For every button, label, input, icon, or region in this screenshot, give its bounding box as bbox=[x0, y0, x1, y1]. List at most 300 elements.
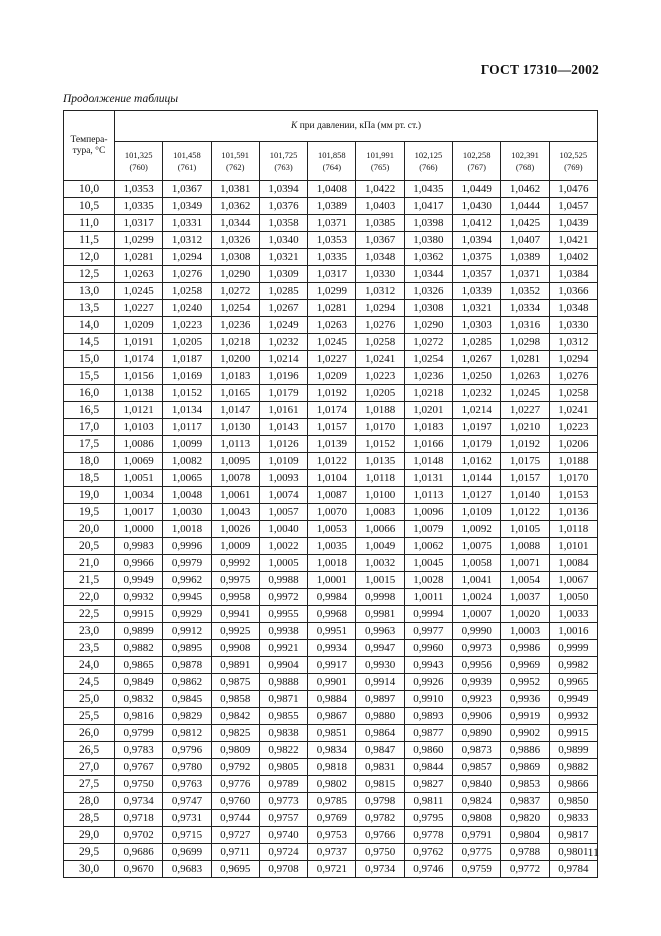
k-value-cell: 1,0205 bbox=[163, 334, 211, 351]
k-value-cell: 0,9750 bbox=[115, 776, 163, 793]
table-row bbox=[64, 470, 598, 487]
k-value-cell: 1,0037 bbox=[501, 589, 549, 606]
k-value-cell: 1,0402 bbox=[549, 249, 597, 266]
k-value-cell: 0,9981 bbox=[356, 606, 404, 623]
k-value-cell: 1,0205 bbox=[356, 385, 404, 402]
pressure-mmhg: (769) bbox=[564, 162, 583, 172]
k-value-cell: 0,9702 bbox=[115, 827, 163, 844]
k-value-cell: 1,0140 bbox=[501, 487, 549, 504]
pressure-header-cell bbox=[115, 142, 163, 181]
pressure-header-cell bbox=[163, 142, 211, 181]
k-value-cell: 1,0376 bbox=[259, 198, 307, 215]
table-row bbox=[64, 861, 598, 878]
k-value-cell: 1,0016 bbox=[549, 623, 597, 640]
k-value-cell: 1,0389 bbox=[308, 198, 356, 215]
k-value-cell: 0,9789 bbox=[259, 776, 307, 793]
k-value-cell: 1,0122 bbox=[308, 453, 356, 470]
temperature-cell: 15,0 bbox=[64, 351, 115, 368]
table-row bbox=[64, 742, 598, 759]
k-value-cell: 0,9955 bbox=[259, 606, 307, 623]
k-value-cell: 1,0079 bbox=[404, 521, 452, 538]
k-value-cell: 0,9925 bbox=[211, 623, 259, 640]
k-value-cell: 1,0281 bbox=[501, 351, 549, 368]
k-value-cell: 0,9853 bbox=[501, 776, 549, 793]
k-value-cell: 1,0174 bbox=[308, 402, 356, 419]
k-value-cell: 0,9982 bbox=[549, 657, 597, 674]
k-value-cell: 0,9979 bbox=[163, 555, 211, 572]
k-value-cell: 0,9893 bbox=[404, 708, 452, 725]
k-value-cell: 1,0331 bbox=[163, 215, 211, 232]
k-value-cell: 0,9932 bbox=[115, 589, 163, 606]
k-value-cell: 0,9960 bbox=[404, 640, 452, 657]
k-pressure-header bbox=[115, 111, 598, 142]
pressure-mmhg: (762) bbox=[226, 162, 245, 172]
temperature-cell: 22,0 bbox=[64, 589, 115, 606]
temperature-cell: 29,0 bbox=[64, 827, 115, 844]
k-value-cell: 1,0254 bbox=[404, 351, 452, 368]
k-value-cell: 0,9798 bbox=[356, 793, 404, 810]
k-value-cell: 0,9882 bbox=[549, 759, 597, 776]
k-value-cell: 1,0385 bbox=[356, 215, 404, 232]
k-value-cell: 1,0096 bbox=[404, 504, 452, 521]
temperature-cell: 12,0 bbox=[64, 249, 115, 266]
table-row bbox=[64, 572, 598, 589]
k-value-cell: 1,0389 bbox=[501, 249, 549, 266]
k-value-cell: 0,9829 bbox=[163, 708, 211, 725]
temperature-cell: 26,5 bbox=[64, 742, 115, 759]
pressure-kpa: 101,725 bbox=[269, 150, 298, 160]
temperature-cell: 13,0 bbox=[64, 283, 115, 300]
k-value-cell: 0,9769 bbox=[308, 810, 356, 827]
k-value-cell: 1,0041 bbox=[453, 572, 501, 589]
k-value-cell: 0,9973 bbox=[453, 640, 501, 657]
k-value-cell: 1,0011 bbox=[404, 589, 452, 606]
temperature-cell: 25,5 bbox=[64, 708, 115, 725]
k-value-cell: 1,0086 bbox=[115, 436, 163, 453]
k-value-cell: 1,0051 bbox=[115, 470, 163, 487]
k-value-cell: 0,9975 bbox=[211, 572, 259, 589]
table-row bbox=[64, 810, 598, 827]
table-row bbox=[64, 674, 598, 691]
k-value-cell: 0,9962 bbox=[163, 572, 211, 589]
k-value-cell: 1,0214 bbox=[259, 351, 307, 368]
k-value-cell: 1,0326 bbox=[404, 283, 452, 300]
table-row bbox=[64, 827, 598, 844]
k-value-cell: 0,9824 bbox=[453, 793, 501, 810]
k-value-cell: 1,0245 bbox=[501, 385, 549, 402]
k-value-cell: 0,9699 bbox=[163, 844, 211, 861]
k-value-cell: 0,9844 bbox=[404, 759, 452, 776]
k-value-cell: 1,0170 bbox=[549, 470, 597, 487]
temperature-cell: 24,5 bbox=[64, 674, 115, 691]
pressure-mmhg: (767) bbox=[467, 162, 486, 172]
k-value-cell: 0,9721 bbox=[308, 861, 356, 878]
document-code: ГОСТ 17310—2002 bbox=[480, 62, 599, 77]
table-row bbox=[64, 504, 598, 521]
k-value-cell: 1,0214 bbox=[453, 402, 501, 419]
k-value-cell: 1,0050 bbox=[549, 589, 597, 606]
k-value-cell: 1,0241 bbox=[356, 351, 404, 368]
table-row bbox=[64, 793, 598, 810]
temperature-cell: 10,0 bbox=[64, 181, 115, 198]
k-value-cell: 0,9827 bbox=[404, 776, 452, 793]
k-value-cell: 1,0321 bbox=[259, 249, 307, 266]
temperature-cell: 19,5 bbox=[64, 504, 115, 521]
k-value-cell: 1,0165 bbox=[211, 385, 259, 402]
pressure-kpa: 102,391 bbox=[511, 150, 539, 160]
k-value-cell: 0,9834 bbox=[308, 742, 356, 759]
k-value-cell: 0,9711 bbox=[211, 844, 259, 861]
k-value-cell: 1,0109 bbox=[453, 504, 501, 521]
k-value-cell: 1,0136 bbox=[549, 504, 597, 521]
k-value-cell: 1,0430 bbox=[453, 198, 501, 215]
k-value-cell: 0,9901 bbox=[308, 674, 356, 691]
k-value-cell: 0,9753 bbox=[308, 827, 356, 844]
k-value-cell: 0,9947 bbox=[356, 640, 404, 657]
pressure-kpa: 101,591 bbox=[221, 150, 250, 160]
pressure-kpa: 101,325 bbox=[124, 150, 153, 160]
k-value-cell: 0,9904 bbox=[259, 657, 307, 674]
k-value-cell: 0,9867 bbox=[308, 708, 356, 725]
temperature-cell: 16,5 bbox=[64, 402, 115, 419]
temperature-cell: 20,5 bbox=[64, 538, 115, 555]
k-value-cell: 1,0285 bbox=[259, 283, 307, 300]
table-row bbox=[64, 402, 598, 419]
table-continuation-caption: Продолжение таблицы bbox=[63, 93, 179, 105]
temperature-cell: 17,0 bbox=[64, 419, 115, 436]
k-value-cell: 0,9837 bbox=[501, 793, 549, 810]
k-value-cell: 1,0017 bbox=[115, 504, 163, 521]
k-value-cell: 1,0088 bbox=[501, 538, 549, 555]
k-value-cell: 0,9912 bbox=[163, 623, 211, 640]
k-value-cell: 0,9998 bbox=[356, 589, 404, 606]
k-value-cell: 0,9842 bbox=[211, 708, 259, 725]
k-value-cell: 1,0007 bbox=[453, 606, 501, 623]
k-value-cell: 1,0281 bbox=[115, 249, 163, 266]
pressure-header-cell bbox=[549, 142, 597, 181]
temperature-cell: 11,0 bbox=[64, 215, 115, 232]
temperature-cell: 13,5 bbox=[64, 300, 115, 317]
table-row bbox=[64, 368, 598, 385]
k-value-cell: 1,0267 bbox=[259, 300, 307, 317]
k-value-cell: 1,0048 bbox=[163, 487, 211, 504]
table-row bbox=[64, 453, 598, 470]
k-value-cell: 0,9958 bbox=[211, 589, 259, 606]
pressure-header-cell bbox=[211, 142, 259, 181]
k-value-cell: 1,0381 bbox=[211, 181, 259, 198]
table-row bbox=[64, 844, 598, 861]
k-value-cell: 1,0071 bbox=[501, 555, 549, 572]
table-row bbox=[64, 283, 598, 300]
k-value-cell: 1,0001 bbox=[308, 572, 356, 589]
k-value-cell: 1,0200 bbox=[211, 351, 259, 368]
k-value-cell: 0,9934 bbox=[308, 640, 356, 657]
k-value-cell: 1,0358 bbox=[259, 215, 307, 232]
k-value-cell: 1,0317 bbox=[308, 266, 356, 283]
k-value-cell: 1,0183 bbox=[404, 419, 452, 436]
k-value-cell: 0,9915 bbox=[115, 606, 163, 623]
k-value-cell: 0,9746 bbox=[404, 861, 452, 878]
temperature-cell: 21,0 bbox=[64, 555, 115, 572]
pressure-mmhg: (761) bbox=[177, 162, 197, 172]
k-value-cell: 0,9778 bbox=[404, 827, 452, 844]
k-value-cell: 1,0143 bbox=[259, 419, 307, 436]
pressure-kpa: 101,458 bbox=[173, 150, 201, 160]
k-value-cell: 0,9776 bbox=[211, 776, 259, 793]
k-value-cell: 1,0294 bbox=[356, 300, 404, 317]
k-value-cell: 1,0263 bbox=[501, 368, 549, 385]
k-value-cell: 0,9990 bbox=[453, 623, 501, 640]
k-value-cell: 1,0245 bbox=[115, 283, 163, 300]
k-value-cell: 1,0087 bbox=[308, 487, 356, 504]
k-value-cell: 1,0161 bbox=[259, 402, 307, 419]
k-value-cell: 0,9926 bbox=[404, 674, 452, 691]
k-value-cell: 0,9902 bbox=[501, 725, 549, 742]
table-row bbox=[64, 351, 598, 368]
pressure-header-cell bbox=[308, 142, 356, 181]
k-value-cell: 1,0061 bbox=[211, 487, 259, 504]
k-value-cell: 0,9767 bbox=[115, 759, 163, 776]
k-value-cell: 0,9966 bbox=[115, 555, 163, 572]
k-value-cell: 1,0127 bbox=[453, 487, 501, 504]
k-value-cell: 0,9831 bbox=[356, 759, 404, 776]
table-header-row bbox=[64, 111, 598, 142]
k-value-cell: 1,0299 bbox=[308, 283, 356, 300]
k-value-cell: 0,9951 bbox=[308, 623, 356, 640]
pressure-header-cell bbox=[259, 142, 307, 181]
k-value-cell: 0,9766 bbox=[356, 827, 404, 844]
k-value-cell: 1,0317 bbox=[115, 215, 163, 232]
k-value-cell: 1,0276 bbox=[163, 266, 211, 283]
k-value-cell: 1,0227 bbox=[115, 300, 163, 317]
k-value-cell: 1,0348 bbox=[356, 249, 404, 266]
k-value-cell: 0,9945 bbox=[163, 589, 211, 606]
table-row bbox=[64, 589, 598, 606]
k-value-cell: 0,9849 bbox=[115, 674, 163, 691]
k-value-cell: 1,0084 bbox=[549, 555, 597, 572]
table-row bbox=[64, 640, 598, 657]
k-value-cell: 1,0156 bbox=[115, 368, 163, 385]
table-row bbox=[64, 317, 598, 334]
k-value-cell: 0,9996 bbox=[163, 538, 211, 555]
k-value-cell: 1,0263 bbox=[308, 317, 356, 334]
k-value-cell: 1,0033 bbox=[549, 606, 597, 623]
k-value-cell: 0,9917 bbox=[308, 657, 356, 674]
k-value-cell: 0,9759 bbox=[453, 861, 501, 878]
k-value-cell: 0,9788 bbox=[501, 844, 549, 861]
table-row bbox=[64, 708, 598, 725]
table-row bbox=[64, 657, 598, 674]
k-value-cell: 1,0032 bbox=[356, 555, 404, 572]
k-value-cell: 0,9897 bbox=[356, 691, 404, 708]
k-value-cell: 0,9943 bbox=[404, 657, 452, 674]
k-value-cell: 1,0421 bbox=[549, 232, 597, 249]
temperature-cell: 12,5 bbox=[64, 266, 115, 283]
k-value-cell: 0,9757 bbox=[259, 810, 307, 827]
k-value-cell: 0,9802 bbox=[308, 776, 356, 793]
k-value-cell: 1,0166 bbox=[404, 436, 452, 453]
k-value-cell: 0,9941 bbox=[211, 606, 259, 623]
k-value-cell: 1,0312 bbox=[356, 283, 404, 300]
k-value-cell: 1,0371 bbox=[308, 215, 356, 232]
k-value-cell: 0,9977 bbox=[404, 623, 452, 640]
k-value-cell: 1,0000 bbox=[115, 521, 163, 538]
k-value-cell: 0,9914 bbox=[356, 674, 404, 691]
k-value-cell: 0,9686 bbox=[115, 844, 163, 861]
k-value-cell: 0,9910 bbox=[404, 691, 452, 708]
k-value-cell: 0,9785 bbox=[308, 793, 356, 810]
k-value-cell: 1,0210 bbox=[501, 419, 549, 436]
table-row bbox=[64, 436, 598, 453]
k-value-cell: 0,9968 bbox=[308, 606, 356, 623]
k-value-cell: 1,0344 bbox=[211, 215, 259, 232]
k-value-cell: 1,0294 bbox=[163, 249, 211, 266]
temperature-cell: 19,0 bbox=[64, 487, 115, 504]
k-value-cell: 0,9708 bbox=[259, 861, 307, 878]
k-value-cell: 1,0113 bbox=[211, 436, 259, 453]
k-value-cell: 0,9952 bbox=[501, 674, 549, 691]
pressure-kpa: 101,991 bbox=[366, 150, 394, 160]
k-value-cell: 0,9762 bbox=[404, 844, 452, 861]
k-header-text: при давлении, кПа (мм рт. ст.) bbox=[297, 121, 421, 131]
k-value-cell: 1,0236 bbox=[404, 368, 452, 385]
k-value-cell: 1,0245 bbox=[308, 334, 356, 351]
k-value-cell: 1,0223 bbox=[163, 317, 211, 334]
pressure-header-cell bbox=[453, 142, 501, 181]
table-row bbox=[64, 419, 598, 436]
temperature-cell: 18,5 bbox=[64, 470, 115, 487]
k-value-cell: 0,9792 bbox=[211, 759, 259, 776]
k-value-cell: 0,9880 bbox=[356, 708, 404, 725]
k-value-cell: 1,0353 bbox=[308, 232, 356, 249]
k-value-cell: 0,9812 bbox=[163, 725, 211, 742]
k-value-cell: 1,0403 bbox=[356, 198, 404, 215]
k-value-cell: 0,9744 bbox=[211, 810, 259, 827]
k-value-cell: 0,9855 bbox=[259, 708, 307, 725]
k-value-cell: 0,9775 bbox=[453, 844, 501, 861]
k-value-cell: 0,9994 bbox=[404, 606, 452, 623]
temperature-cell: 27,5 bbox=[64, 776, 115, 793]
k-value-cell: 0,9780 bbox=[163, 759, 211, 776]
k-value-cell: 0,9972 bbox=[259, 589, 307, 606]
temperature-cell: 16,0 bbox=[64, 385, 115, 402]
k-value-cell: 1,0330 bbox=[356, 266, 404, 283]
k-value-cell: 0,9784 bbox=[549, 861, 597, 878]
k-value-cell: 1,0009 bbox=[211, 538, 259, 555]
k-value-cell: 1,0152 bbox=[356, 436, 404, 453]
k-value-cell: 0,9832 bbox=[115, 691, 163, 708]
k-value-cell: 0,9956 bbox=[453, 657, 501, 674]
k-value-cell: 1,0349 bbox=[163, 198, 211, 215]
k-value-cell: 0,9921 bbox=[259, 640, 307, 657]
table-row bbox=[64, 725, 598, 742]
k-value-cell: 0,9795 bbox=[404, 810, 452, 827]
k-value-cell: 1,0206 bbox=[549, 436, 597, 453]
k-value-cell: 1,0028 bbox=[404, 572, 452, 589]
k-value-cell: 1,0312 bbox=[549, 334, 597, 351]
k-value-cell: 1,0188 bbox=[356, 402, 404, 419]
k-value-cell: 1,0316 bbox=[501, 317, 549, 334]
k-value-cell: 0,9906 bbox=[453, 708, 501, 725]
k-value-cell: 1,0034 bbox=[115, 487, 163, 504]
k-value-cell: 1,0258 bbox=[163, 283, 211, 300]
k-value-cell: 1,0352 bbox=[501, 283, 549, 300]
k-value-cell: 1,0083 bbox=[356, 504, 404, 521]
k-value-cell: 1,0018 bbox=[163, 521, 211, 538]
table-row bbox=[64, 555, 598, 572]
k-value-cell: 1,0040 bbox=[259, 521, 307, 538]
k-value-cell: 0,9731 bbox=[163, 810, 211, 827]
k-value-cell: 0,9833 bbox=[549, 810, 597, 827]
k-value-cell: 1,0100 bbox=[356, 487, 404, 504]
k-value-cell: 0,9884 bbox=[308, 691, 356, 708]
k-value-cell: 1,0201 bbox=[404, 402, 452, 419]
k-value-cell: 1,0330 bbox=[549, 317, 597, 334]
k-value-cell: 1,0020 bbox=[501, 606, 549, 623]
table-row bbox=[64, 249, 598, 266]
k-value-cell: 0,9988 bbox=[259, 572, 307, 589]
k-value-cell: 0,9763 bbox=[163, 776, 211, 793]
k-value-cell: 0,9822 bbox=[259, 742, 307, 759]
k-value-cell: 0,9915 bbox=[549, 725, 597, 742]
k-value-cell: 0,9847 bbox=[356, 742, 404, 759]
k-value-cell: 1,0227 bbox=[501, 402, 549, 419]
k-value-cell: 0,9899 bbox=[549, 742, 597, 759]
page-number: 11 bbox=[587, 845, 599, 859]
k-value-cell: 1,0258 bbox=[356, 334, 404, 351]
k-value-cell: 0,9882 bbox=[115, 640, 163, 657]
k-value-cell: 0,9772 bbox=[501, 861, 549, 878]
k-value-cell: 0,9727 bbox=[211, 827, 259, 844]
k-value-cell: 1,0070 bbox=[308, 504, 356, 521]
k-value-cell: 1,0026 bbox=[211, 521, 259, 538]
k-value-cell: 1,0092 bbox=[453, 521, 501, 538]
k-value-cell: 0,9858 bbox=[211, 691, 259, 708]
k-value-cell: 0,9999 bbox=[549, 640, 597, 657]
k-value-cell: 1,0169 bbox=[163, 368, 211, 385]
k-value-cell: 1,0043 bbox=[211, 504, 259, 521]
k-value-cell: 0,9899 bbox=[115, 623, 163, 640]
temperature-cell: 23,0 bbox=[64, 623, 115, 640]
pressure-mmhg: (760) bbox=[129, 162, 148, 172]
k-value-cell: 1,0003 bbox=[501, 623, 549, 640]
table-row bbox=[64, 487, 598, 504]
k-value-cell: 1,0250 bbox=[453, 368, 501, 385]
temperature-cell: 27,0 bbox=[64, 759, 115, 776]
k-value-cell: 1,0118 bbox=[356, 470, 404, 487]
k-value-cell: 1,0065 bbox=[163, 470, 211, 487]
k-value-cell: 1,0312 bbox=[163, 232, 211, 249]
temperature-column-header bbox=[64, 111, 115, 181]
temperature-cell: 21,5 bbox=[64, 572, 115, 589]
k-value-cell: 1,0439 bbox=[549, 215, 597, 232]
k-value-cell: 0,9891 bbox=[211, 657, 259, 674]
k-value-cell: 0,9791 bbox=[453, 827, 501, 844]
pressure-header-cell bbox=[356, 142, 404, 181]
k-value-cell: 0,9838 bbox=[259, 725, 307, 742]
k-value-cell: 0,9804 bbox=[501, 827, 549, 844]
temperature-cell: 17,5 bbox=[64, 436, 115, 453]
k-value-cell: 0,9873 bbox=[453, 742, 501, 759]
table-row bbox=[64, 334, 598, 351]
k-value-cell: 0,9740 bbox=[259, 827, 307, 844]
k-value-cell: 1,0099 bbox=[163, 436, 211, 453]
k-value-cell: 1,0290 bbox=[211, 266, 259, 283]
k-value-cell: 0,9840 bbox=[453, 776, 501, 793]
k-value-cell: 0,9949 bbox=[549, 691, 597, 708]
k-value-cell: 1,0444 bbox=[501, 198, 549, 215]
k-value-cell: 1,0147 bbox=[211, 402, 259, 419]
